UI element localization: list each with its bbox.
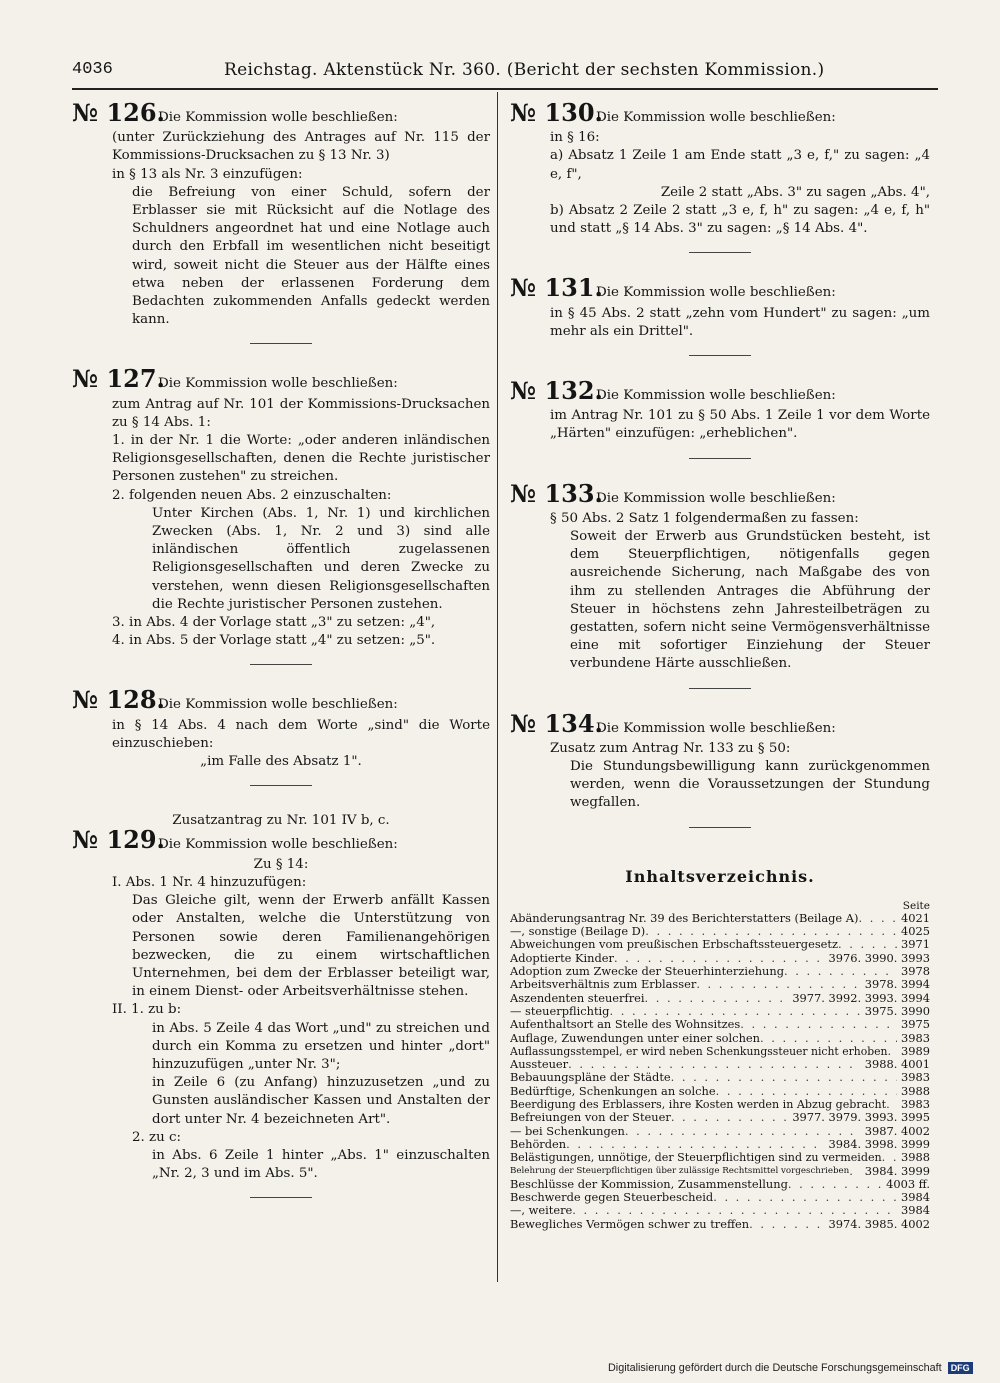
section-number: № 127. — [72, 364, 165, 394]
toc-entry — [510, 938, 930, 951]
toc-page-column-label: Seite — [902, 899, 930, 912]
paragraph: Unter Kirchen (Abs. 1, Nr. 1) und kirchlichen Zwecken (Abs. 1, Nr. 2 und 3) sind alle inländischen öffentlich zugelassenen Religionsgesellschaften und deren Zwecke zu verstehen, wenn diesen Religionsgesellschaften die Rechte juristischer Personen zustehen. — [152, 505, 490, 612]
toc-title: Inhaltsverzeichnis. — [625, 866, 815, 886]
paragraph: Soweit der Erwerb aus Grundstücken besteht, ist dem Steuerpflichtigen, nötigenfalls gegen ausreichende Sicherung, nach Maßgabe des von ihm zu stellenden Antrages die Abführung der Steuer in höchstens zehn Jahresteilbeträgen zu gestatten, sofern nicht seine Vermögensverhältnisse eine mit sofortiger Einziehung der Steuer verbundene Härte ausschließen. — [570, 529, 930, 672]
toc-leader-dots — [858, 912, 897, 925]
paragraph: „im Falle des Absatz 1". — [200, 754, 362, 770]
toc-entry — [510, 1085, 930, 1098]
section-133 — [510, 478, 930, 674]
toc-entry-pages: 3977. 3992. 3993. 3994 — [792, 991, 930, 1005]
toc-entry-pages: 3975. 3990 — [864, 1004, 930, 1018]
page-title: Reichstag. Aktenstück Nr. 360. (Bericht der sechsten Kommission.) — [224, 60, 825, 80]
paragraph: in Zeile 6 (zu Anfang) hinzuzusetzen „und zu Gunsten ausländischer Kassen und Anstalten der dort unter Nr. 4 bezeichneten Art". — [152, 1075, 490, 1127]
separator — [689, 458, 751, 459]
toc-entry-pages: 3975 — [901, 1018, 930, 1032]
toc-entry — [510, 1151, 930, 1164]
toc-entry — [510, 965, 930, 978]
toc-leader-dots — [784, 965, 897, 978]
toc-leader-dots — [696, 978, 860, 991]
paragraph: (unter Zurückziehung des Antrages auf Nr. 115 der Kommissions-Drucksachen zu § 13 Nr. 3) — [112, 130, 490, 164]
toc-entry-title: — steuerpflichtig — [510, 1004, 610, 1018]
section-131 — [510, 273, 930, 341]
separator — [250, 664, 312, 665]
right-column — [510, 98, 930, 1231]
dfg-logo: DFG — [948, 1362, 973, 1374]
section-number: № 130. — [510, 98, 603, 127]
toc-entry-title: Bewegliches Vermögen schwer zu treffen — [510, 1217, 750, 1231]
paragraph: II. 1. zu b: — [112, 1002, 182, 1018]
toc-entry — [510, 1218, 930, 1231]
section-lead: Die Kommission wolle beschließen: — [158, 376, 398, 392]
footer-text: Digitalisierung gefördert durch die Deutsche Forschungsgemeinschaft — [608, 1362, 942, 1374]
paragraph: 4. in Abs. 5 der Vorlage statt „4" zu setzen: „5". — [112, 633, 436, 649]
toc-entry-title: Auflage, Zuwendungen unter einer solchen — [510, 1031, 760, 1045]
toc-leader-dots — [716, 1085, 897, 1098]
toc-entry-pages: 3978 — [901, 965, 930, 979]
section-126 — [72, 98, 490, 329]
toc-entry-pages: 3976. 3990. 3993 — [828, 951, 930, 965]
toc-entry-pages: 3984. 3999 — [864, 1164, 930, 1178]
toc-entry-title: Aszendenten steuerfrei — [510, 991, 645, 1005]
toc-entry — [510, 1165, 930, 1178]
toc-entry-title: Adoptierte Kinder — [510, 951, 614, 965]
toc-leader-dots — [572, 1204, 897, 1217]
toc-leader-dots — [609, 1005, 860, 1018]
toc-entry — [510, 1138, 930, 1151]
section-lead: Die Kommission wolle beschließen: — [596, 110, 836, 125]
section-lead: Die Kommission wolle beschließen: — [158, 110, 398, 125]
toc-entry-title: Aussteuer — [510, 1058, 569, 1072]
paragraph: 2. folgenden neuen Abs. 2 einzuschalten: — [112, 487, 392, 503]
toc-leader-dots — [886, 1098, 897, 1111]
toc-entry-pages: 3989 — [901, 1044, 930, 1058]
toc-entry — [510, 1191, 930, 1204]
section-127 — [72, 364, 490, 650]
paragraph: in § 13 als Nr. 3 einzufügen: — [112, 166, 303, 182]
toc-entry — [510, 1204, 930, 1217]
separator — [689, 688, 751, 689]
paragraph: 2. zu c: — [132, 1129, 181, 1145]
toc-entry-pages: 3983 — [901, 1098, 930, 1112]
toc-entry-pages: 3971 — [901, 938, 930, 952]
section-number: № 126. — [72, 98, 165, 127]
running-header — [72, 60, 936, 86]
toc-entry-title: Belehrung der Steuerpflichtigen über zulässige Rechtsmittel vorgeschrieben — [510, 1165, 850, 1176]
toc-entry-pages: 3988. 4001 — [864, 1058, 930, 1072]
paragraph: Zeile 2 statt „Abs. 3" zu sagen „Abs. 4", — [660, 184, 930, 200]
toc-entry-title: Beschlüsse der Kommission, Zusammenstellung — [510, 1177, 788, 1191]
toc-leader-dots — [713, 1191, 897, 1204]
toc-entry-title: Auflassungsstempel, er wird neben Schenkungssteuer nicht erhoben — [510, 1044, 888, 1058]
toc-entry-title: Bebauungspläne der Städte — [510, 1071, 671, 1085]
toc-entry — [510, 1032, 930, 1045]
paragraph: die Befreiung von einer Schuld, sofern der Erblasser sie mit Rücksicht auf die Notlage des Schuldners angeordnet hat und eine Notlage auch durch den Erbfall im wesentlichen nicht beseitigt wird, soweit nicht die Steuer aus der Hälfte eines etwa neben der erlassenen Forderung dem Bedachten zukommenden Anfalls gedeckt werden kann. — [132, 184, 490, 328]
toc-entry-pages: 3984 — [901, 1191, 930, 1205]
separator — [689, 355, 751, 356]
toc-entry-pages: 3987. 4002 — [864, 1124, 930, 1138]
paragraph: Die Stundungsbewilligung kann zurückgenommen werden, wenn die Voraussetzungen der Stundung wegfallen. — [570, 759, 930, 811]
toc-entry-title: Abänderungsantrag Nr. 39 des Berichterstatters (Beilage A) — [510, 911, 859, 925]
toc-entry — [510, 1098, 930, 1111]
separator — [689, 827, 751, 828]
toc-leader-dots — [760, 1032, 897, 1045]
toc-entry-title: Behörden — [510, 1137, 567, 1151]
toc-leader-dots — [566, 1138, 824, 1151]
toc-entry-pages: 3983 — [901, 1031, 930, 1045]
section-lead: Die Kommission wolle beschließen: — [158, 836, 398, 852]
toc-leader-dots — [671, 1071, 897, 1084]
toc-leader-dots — [625, 1125, 861, 1138]
toc-leader-dots — [849, 1165, 861, 1178]
paragraph: Zu § 14: — [253, 856, 309, 872]
paragraph: 1. in der Nr. 1 die Worte: „oder anderen inländischen Religionsgesellschaften, denen die Rechte juristischer Personen zustehen" zu streichen. — [112, 433, 490, 485]
separator — [250, 343, 312, 344]
section-number: № 133. — [510, 478, 603, 508]
toc-leader-dots — [671, 1111, 789, 1124]
toc-entry-pages: 3984 — [901, 1204, 930, 1218]
column-divider — [497, 92, 498, 1282]
toc-entry-pages: 3977. 3979. 3993. 3995 — [792, 1111, 930, 1125]
toc-entry — [510, 978, 930, 991]
section-lead: Die Kommission wolle beschließen: — [596, 720, 836, 736]
section-lead: Die Kommission wolle beschließen: — [596, 388, 836, 404]
section-lead: Die Kommission wolle beschließen: — [596, 285, 836, 301]
page-number: 4036 — [72, 60, 113, 79]
toc-entry-title: Belästigungen, unnötige, der Steuerpflichtigen sind zu vermeiden — [510, 1151, 882, 1165]
section-130 — [510, 98, 930, 238]
paragraph: § 50 Abs. 2 Satz 1 folgendermaßen zu fassen: — [550, 510, 859, 526]
toc-leader-dots — [740, 1018, 897, 1031]
paragraph: a) Absatz 1 Zeile 1 am Ende statt „3 e, f," zu sagen: „4 e, f", — [550, 148, 930, 182]
toc-leader-dots — [887, 1045, 897, 1058]
section-number: № 129. — [72, 824, 165, 854]
separator — [250, 785, 312, 786]
toc-entry — [510, 1125, 930, 1138]
toc-entry — [510, 912, 930, 925]
section-number: № 131. — [510, 273, 603, 303]
toc-entry-title: Beschwerde gegen Steuerbescheid — [510, 1191, 714, 1205]
toc-entry — [510, 1018, 930, 1031]
section-number: № 128. — [72, 685, 165, 715]
toc-entry-pages: 3988 — [901, 1151, 930, 1165]
toc-entry-pages: 3984. 3998. 3999 — [828, 1137, 930, 1151]
toc-entry — [510, 1058, 930, 1071]
toc-entry-title: —, weitere — [510, 1204, 573, 1218]
toc-entry-title: — bei Schenkungen — [510, 1124, 625, 1138]
separator — [689, 252, 751, 253]
section-132 — [510, 376, 930, 444]
section-134 — [510, 708, 930, 813]
toc-entry-title: Bedürftige, Schenkungen an solche — [510, 1084, 716, 1098]
paragraph: Zusatz zum Antrag Nr. 133 zu § 50: — [550, 740, 791, 756]
table-of-contents — [510, 868, 930, 1231]
paragraph: in § 16: — [550, 130, 600, 146]
toc-leader-dots — [645, 925, 897, 938]
toc-entry — [510, 1045, 930, 1058]
toc-entry — [510, 1005, 930, 1018]
paragraph: in § 14 Abs. 4 nach dem Worte „sind" die Worte einzuschieben: — [112, 717, 490, 751]
toc-entry-title: Arbeitsverhältnis zum Erblasser — [510, 978, 697, 992]
paragraph: I. Abs. 1 Nr. 4 hinzuzufügen: — [112, 874, 307, 890]
toc-entry-pages: 4021 — [901, 911, 930, 925]
paragraph: zum Antrag auf Nr. 101 der Kommissions-Drucksachen zu § 14 Abs. 1: — [112, 396, 490, 430]
paragraph: im Antrag Nr. 101 zu § 50 Abs. 1 Zeile 1 vor dem Worte „Härten" einzufügen: „erheblichen". — [550, 408, 930, 442]
toc-list — [510, 912, 930, 1231]
toc-entry-pages: 3974. 3985. 4002 — [828, 1217, 930, 1231]
toc-entry-title: Befreiungen von der Steuer — [510, 1111, 671, 1125]
section-number: № 134. — [510, 708, 603, 738]
toc-entry-title: Abweichungen vom preußischen Erbschaftssteuergesetz — [510, 938, 838, 952]
toc-leader-dots — [882, 1151, 897, 1164]
paragraph: Das Gleiche gilt, wenn der Erwerb anfällt Kassen oder Anstalten, welche die Unterstützung von Personen sowie deren Familienangehörigen bezwecken, die zu einem wirtschaftlichen Unternehmen, bei dem der Erblasser beteiligt war, in einem Dienst- oder Arbeitsverhältnisse stehen. — [132, 893, 490, 1000]
toc-leader-dots — [614, 952, 825, 965]
section-129 — [72, 812, 490, 1183]
toc-leader-dots — [749, 1218, 824, 1231]
toc-entry — [510, 992, 930, 1005]
toc-entry — [510, 1071, 930, 1084]
toc-entry-pages: 3978. 3994 — [864, 978, 930, 992]
section-lead: Die Kommission wolle beschließen: — [596, 490, 836, 506]
toc-leader-dots — [788, 1178, 882, 1191]
footer-credit — [608, 1362, 973, 1374]
toc-entry-title: Adoption zum Zwecke der Steuerhinterziehung — [510, 965, 785, 979]
section-128 — [72, 685, 490, 771]
section-lead: Die Kommission wolle beschließen: — [158, 697, 398, 713]
toc-entry-pages: 3983 — [901, 1071, 930, 1085]
toc-leader-dots — [645, 992, 789, 1005]
toc-entry — [510, 1178, 930, 1191]
toc-leader-dots — [568, 1058, 861, 1071]
section-preface: Zusatzantrag zu Nr. 101 IV b, c. — [172, 813, 390, 829]
paragraph: in Abs. 5 Zeile 4 das Wort „und" zu streichen und durch ein Komma zu ersetzen und hinter „dort" hinzuzufügen „unter Nr. 3"; — [152, 1020, 490, 1072]
toc-entry — [510, 1111, 930, 1124]
toc-entry-pages: 4025 — [901, 925, 930, 939]
toc-entry-title: Beerdigung des Erblassers, ihre Kosten werden in Abzug gebracht — [510, 1098, 887, 1112]
toc-leader-dots — [838, 938, 897, 951]
toc-entry — [510, 925, 930, 938]
paragraph: b) Absatz 2 Zeile 2 statt „3 e, f, h" zu sagen: „4 e, f, h" und statt „§ 14 Abs. 3" zu sagen: „§ 14 Abs. 4". — [550, 203, 930, 237]
toc-entry-pages: 4003 ff. — [886, 1177, 930, 1191]
toc-entry-title: Aufenthaltsort an Stelle des Wohnsitzes — [510, 1018, 741, 1032]
separator — [250, 1197, 312, 1198]
header-rule — [72, 88, 938, 90]
paragraph: 3. in Abs. 4 der Vorlage statt „3" zu setzen: „4", — [112, 615, 436, 631]
left-column — [72, 98, 490, 1224]
toc-entry-title: —, sonstige (Beilage D) — [510, 925, 646, 939]
toc-entry-pages: 3988 — [901, 1084, 930, 1098]
section-number: № 132. — [510, 376, 603, 406]
paragraph: in § 45 Abs. 2 statt „zehn vom Hundert" zu sagen: „um mehr als ein Drittel". — [550, 305, 930, 339]
toc-entry — [510, 952, 930, 965]
paragraph: in Abs. 6 Zeile 1 hinter „Abs. 1" einzuschalten „Nr. 2, 3 und im Abs. 5". — [152, 1147, 490, 1182]
